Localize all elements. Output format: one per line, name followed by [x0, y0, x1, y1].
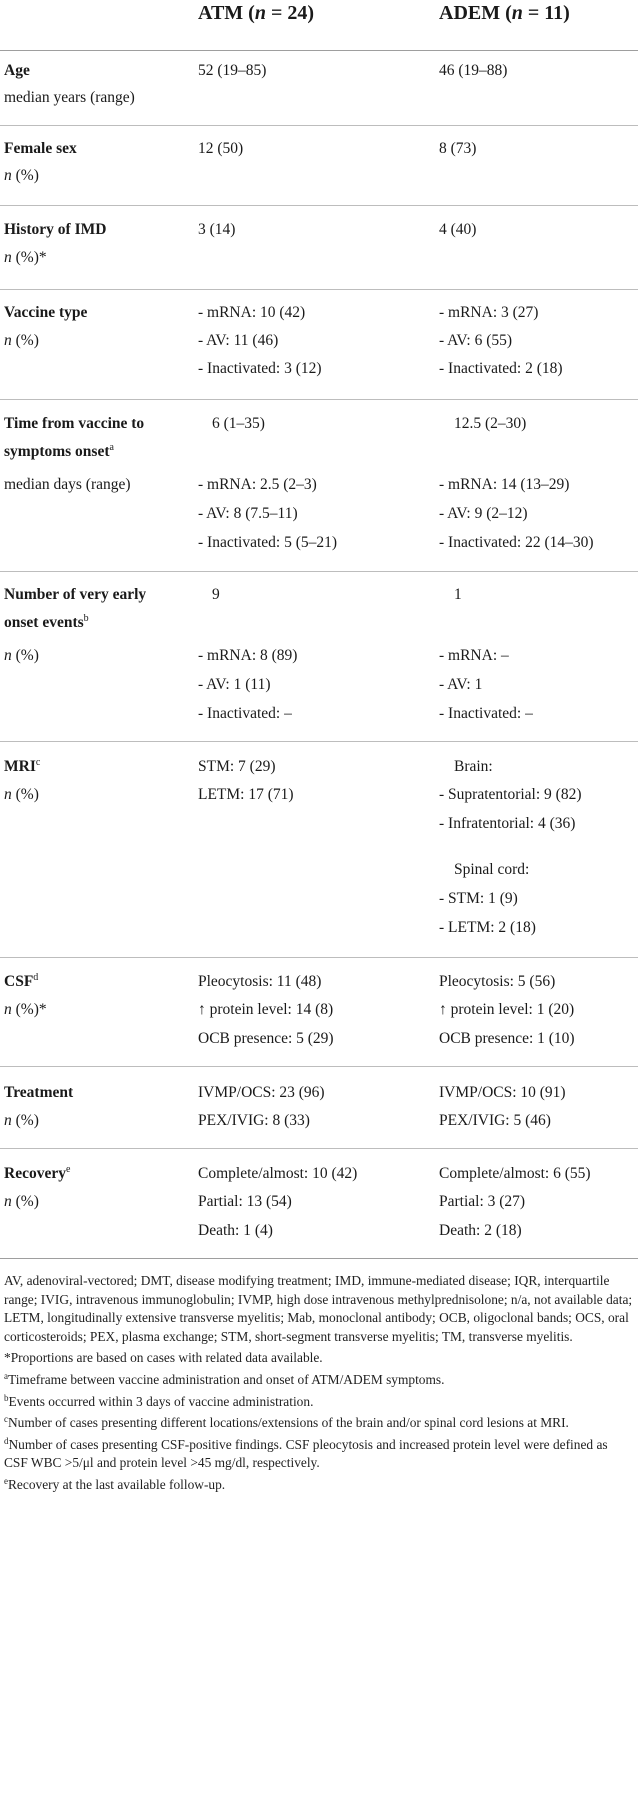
footnote-mark-c: c [35, 757, 41, 768]
recovery-adem-complete: Complete/almost: 6 (55) [439, 1165, 591, 1182]
time-adem-av: - AV: 9 (2–12) [439, 505, 528, 522]
treatment-label: Treatment [4, 1084, 74, 1101]
early-label-line2: onset events$^b$ [4, 613, 89, 631]
row-rule [0, 1066, 638, 1067]
early-adem-mrna: - mRNA: – [439, 647, 509, 664]
vaccine-sub: n (%) [4, 332, 39, 349]
recovery-atm-death: Death: 1 (4) [198, 1222, 273, 1239]
vaccine-atm-mrna: - mRNA: 10 (42) [198, 304, 306, 321]
female-sub: n (%) [4, 167, 39, 184]
recovery-sub: n (%) [4, 1193, 39, 1210]
table-bottom-rule [0, 1258, 638, 1259]
mri-adem-supratentorial: - Supratentorial: 9 (82) [439, 786, 582, 803]
early-atm-inactivated: - Inactivated: – [198, 705, 292, 722]
time-label-line2: symptoms onset$^a$ [4, 442, 114, 460]
vaccine-adem-mrna: - mRNA: 3 (27) [439, 304, 539, 321]
footnote-e: $^e$Recovery at the last available follow-up. [4, 1475, 226, 1492]
mri-adem-letm: - LETM: 2 (18) [439, 919, 536, 936]
early-adem-total: 1 [454, 586, 462, 603]
time-label-line1: Time from vaccine to [4, 415, 145, 432]
csf-atm-pleocytosis: Pleocytosis: 11 (48) [198, 973, 322, 990]
age-atm: 52 (19–85) [198, 62, 267, 79]
footnote-mark-d: d [33, 972, 39, 983]
time-atm-inactivated: - Inactivated: 5 (5–21) [198, 534, 338, 551]
imd-atm: 3 (14) [198, 221, 236, 238]
row-rule [0, 399, 638, 400]
time-sub: median days (range) [4, 476, 131, 493]
mri-atm-stm: STM: 7 (29) [198, 758, 276, 775]
vaccine-adem-av: - AV: 6 (55) [439, 332, 513, 349]
header-rule [0, 50, 638, 51]
early-sub: n (%) [4, 647, 39, 664]
footnote-mark-a: a [109, 442, 114, 453]
time-atm-av: - AV: 8 (7.5–11) [198, 505, 298, 522]
table-header [0, 0, 638, 50]
footnote-mark-b: b [83, 613, 89, 624]
recovery-atm-partial: Partial: 13 (54) [198, 1193, 292, 1210]
footnote-a: $^a$Timeframe between vaccine administration and onset of ATM/ADEM symptoms. [4, 1370, 445, 1387]
recovery-adem-partial: Partial: 3 (27) [439, 1193, 526, 1210]
mri-adem-brain-heading: Brain: [454, 758, 493, 775]
early-adem-av: - AV: 1 [439, 676, 483, 693]
treatment-adem-ivmp: IVMP/OCS: 10 (91) [439, 1084, 566, 1101]
mri-adem-infratentorial: - Infratentorial: 4 (36) [439, 815, 576, 832]
mri-atm-letm: LETM: 17 (71) [198, 786, 294, 803]
treatment-atm-pex: PEX/IVIG: 8 (33) [198, 1112, 310, 1129]
csf-label: CSF$^d$ [4, 972, 39, 990]
footnote-mark-e: e [65, 1164, 71, 1175]
imd-adem: 4 (40) [439, 221, 477, 238]
footnote-d: $^d$Number of cases presenting CSF-positive findings. CSF pleocytosis and increased protein level were defined as CSF WBC >5/μl and protein level >45 mg/dl, respectively. [4, 1435, 608, 1471]
female-atm: 12 (50) [198, 140, 244, 157]
header-atm: ATM (n = 24) [198, 2, 315, 24]
mri-adem-spinal-heading: Spinal cord: [454, 861, 530, 878]
row-rule [0, 957, 638, 958]
early-label-line1: Number of very early [4, 586, 147, 603]
time-atm-total: 6 (1–35) [212, 415, 265, 432]
mri-adem-stm: - STM: 1 (9) [439, 890, 518, 907]
row-rule [0, 205, 638, 206]
time-adem-inactivated: - Inactivated: 22 (14–30) [439, 534, 594, 551]
age-label: Age [4, 62, 30, 79]
csf-atm-ocb: OCB presence: 5 (29) [198, 1030, 334, 1047]
treatment-adem-pex: PEX/IVIG: 5 (46) [439, 1112, 551, 1129]
csf-atm-protein: ↑ protein level: 14 (8) [198, 1001, 334, 1018]
female-adem: 8 (73) [439, 140, 477, 157]
time-adem-mrna: - mRNA: 14 (13–29) [439, 476, 570, 493]
row-rule [0, 1148, 638, 1149]
early-atm-av: - AV: 1 (11) [198, 676, 271, 693]
csf-adem-ocb: OCB presence: 1 (10) [439, 1030, 575, 1047]
age-sub: median years (range) [4, 89, 135, 106]
time-adem-total: 12.5 (2–30) [454, 415, 527, 432]
row-rule [0, 571, 638, 572]
mri-label: MRI$^c$ [4, 757, 41, 775]
early-atm-mrna: - mRNA: 8 (89) [198, 647, 298, 664]
imd-sub: n (%)* [4, 249, 47, 266]
table-footnotes [4, 1272, 634, 1495]
mri-sub: n (%) [4, 786, 39, 803]
time-atm-mrna: - mRNA: 2.5 (2–3) [198, 476, 317, 493]
csf-sub: n (%)* [4, 1001, 47, 1018]
footnote-c: $^c$Number of cases presenting different locations/extensions of the brain and/or spinal cord lesions at MRI. [4, 1414, 569, 1431]
imd-label: History of IMD [4, 221, 107, 238]
row-rule [0, 741, 638, 742]
vaccine-label: Vaccine type [4, 304, 88, 321]
early-atm-total: 9 [212, 586, 220, 603]
row-rule [0, 125, 638, 126]
recovery-label: Recovery$^e$ [4, 1164, 71, 1182]
vaccine-atm-av: - AV: 11 (46) [198, 332, 279, 349]
footnote-abbreviations: AV, adenoviral-vectored; DMT, disease modifying treatment; IMD, immune-mediated disease; IQR, interquartile range; IVIG, intravenous immunoglobulin; IVMP, high dose intravenous methylprednisolone; n/a, not available data; LETM, longitudinally extensive transverse myelitis; Mab, monoclonal antibody; OCB, oligoclonal bands; OCS, oral corticosteroids; PEX, plasma exchange; STM, short-segment transverse myelitis; TM, transverse myelitis. [4, 1273, 633, 1344]
footnote-b: $^b$Events occurred within 3 days of vaccine administration. [4, 1392, 314, 1409]
recovery-atm-complete: Complete/almost: 10 (42) [198, 1165, 358, 1182]
treatment-sub: n (%) [4, 1112, 39, 1129]
footnote-star: *Proportions are based on cases with related data available. [4, 1350, 323, 1366]
treatment-atm-ivmp: IVMP/OCS: 23 (96) [198, 1084, 325, 1101]
female-label: Female sex [4, 140, 77, 157]
recovery-adem-death: Death: 2 (18) [439, 1222, 522, 1239]
csf-adem-pleocytosis: Pleocytosis: 5 (56) [439, 973, 556, 990]
age-adem: 46 (19–88) [439, 62, 508, 79]
vaccine-adem-inactivated: - Inactivated: 2 (18) [439, 360, 563, 377]
row-rule [0, 289, 638, 290]
header-adem: ADEM (n = 11) [439, 2, 570, 24]
early-adem-inactivated: - Inactivated: – [439, 705, 533, 722]
csf-adem-protein: ↑ protein level: 1 (20) [439, 1001, 575, 1018]
vaccine-atm-inactivated: - Inactivated: 3 (12) [198, 360, 322, 377]
